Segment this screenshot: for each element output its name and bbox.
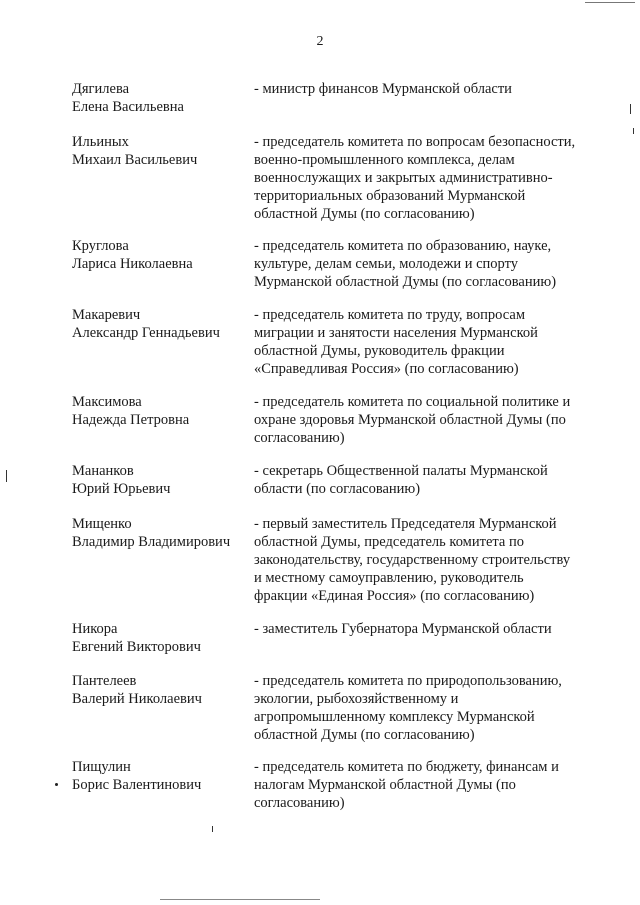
position-line: - председатель комитета по вопросам безопасности, — [254, 134, 576, 150]
member-surname: Круглова — [72, 238, 129, 254]
position-line: областной Думы, руководитель фракции — [254, 343, 505, 359]
member-given-names: Надежда Петровна — [72, 412, 190, 428]
position-line: согласованию) — [254, 430, 345, 446]
scan-speck — [585, 2, 635, 3]
member-given-names: Юрий Юрьевич — [72, 481, 171, 497]
position-line: - министр финансов Мурманской области — [254, 81, 512, 97]
position-line: областной Думы (по согласованию) — [254, 206, 475, 222]
scan-speck — [212, 826, 213, 832]
position-line: областной Думы (по согласованию) — [254, 727, 475, 743]
position-line: фракции «Единая Россия» (по согласованию) — [254, 588, 535, 604]
position-line: - заместитель Губернатора Мурманской области — [254, 621, 552, 637]
member-name — [72, 462, 252, 498]
member-name — [72, 620, 252, 656]
page-number: 2 — [316, 34, 324, 49]
member-given-names: Елена Васильевна — [72, 99, 184, 115]
member-position — [254, 515, 594, 605]
member-surname: Максимова — [72, 394, 142, 410]
member-surname: Дягилева — [72, 81, 130, 97]
position-line: законодательству, государственному строительству — [254, 552, 571, 568]
position-line: - председатель комитета по природопользованию, — [254, 673, 562, 689]
scan-bottom-edge — [160, 899, 320, 900]
position-line: культуре, делам семьи, молодежи и спорту — [254, 256, 519, 272]
position-line: экологии, рыбохозяйственному и — [254, 691, 459, 707]
member-given-names: Борис Валентинович — [72, 777, 202, 793]
member-position — [254, 393, 594, 447]
member-name — [72, 237, 252, 273]
position-line: военно-промышленного комплекса, делам — [254, 152, 515, 168]
position-line: охране здоровья Мурманской областной Думы (по — [254, 412, 566, 428]
member-surname: Пищулин — [72, 759, 131, 775]
position-line: военнослужащих и закрытых административно- — [254, 170, 553, 186]
member-surname: Мищенко — [72, 516, 132, 532]
member-surname: Ильиных — [72, 134, 129, 150]
member-position — [254, 758, 594, 812]
member-surname: Макаревич — [72, 307, 141, 323]
member-name — [72, 758, 252, 794]
position-line: - председатель комитета по социальной политике и — [254, 394, 571, 410]
member-name — [72, 306, 252, 342]
member-given-names: Владимир Владимирович — [72, 534, 231, 550]
member-position — [254, 620, 594, 638]
member-position — [254, 237, 594, 291]
position-line: - секретарь Общественной палаты Мурманской — [254, 463, 548, 479]
position-line: - председатель комитета по труду, вопросам — [254, 307, 526, 323]
member-name — [72, 80, 252, 116]
member-name — [72, 393, 252, 429]
position-line: территориальных образований Мурманской — [254, 188, 526, 204]
member-position — [254, 80, 594, 98]
position-line: - председатель комитета по бюджету, финансам и — [254, 759, 559, 775]
member-position — [254, 462, 594, 498]
position-line: налогам Мурманской областной Думы (по — [254, 777, 516, 793]
scan-dot-mark — [55, 783, 58, 786]
member-given-names: Валерий Николаевич — [72, 691, 202, 707]
member-surname: Пантелеев — [72, 673, 137, 689]
member-name — [72, 515, 252, 551]
scan-speck — [630, 104, 631, 114]
member-given-names: Александр Геннадьевич — [72, 325, 220, 341]
member-surname: Никора — [72, 621, 118, 637]
member-name — [72, 672, 252, 708]
member-given-names: Евгений Викторович — [72, 639, 201, 655]
position-line: «Справедливая Россия» (по согласованию) — [254, 361, 519, 377]
member-position — [254, 672, 594, 744]
position-line: - председатель комитета по образованию, науке, — [254, 238, 552, 254]
scan-speck — [633, 128, 634, 134]
position-line: Мурманской областной Думы (по согласованию) — [254, 274, 557, 290]
position-line: и местному самоуправлению, руководитель — [254, 570, 524, 586]
member-surname: Мананков — [72, 463, 134, 479]
position-line: агропромышленному комплексу Мурманской — [254, 709, 535, 725]
member-position — [254, 306, 594, 378]
member-given-names: Лариса Николаевна — [72, 256, 193, 272]
position-line: согласованию) — [254, 795, 345, 811]
scan-speck — [6, 470, 7, 482]
position-line: - первый заместитель Председателя Мурманской — [254, 516, 557, 532]
member-name — [72, 133, 252, 169]
position-line: области (по согласованию) — [254, 481, 421, 497]
member-given-names: Михаил Васильевич — [72, 152, 198, 168]
member-position — [254, 133, 594, 223]
position-line: миграции и занятости населения Мурманской — [254, 325, 538, 341]
position-line: областной Думы, председатель комитета по — [254, 534, 524, 550]
